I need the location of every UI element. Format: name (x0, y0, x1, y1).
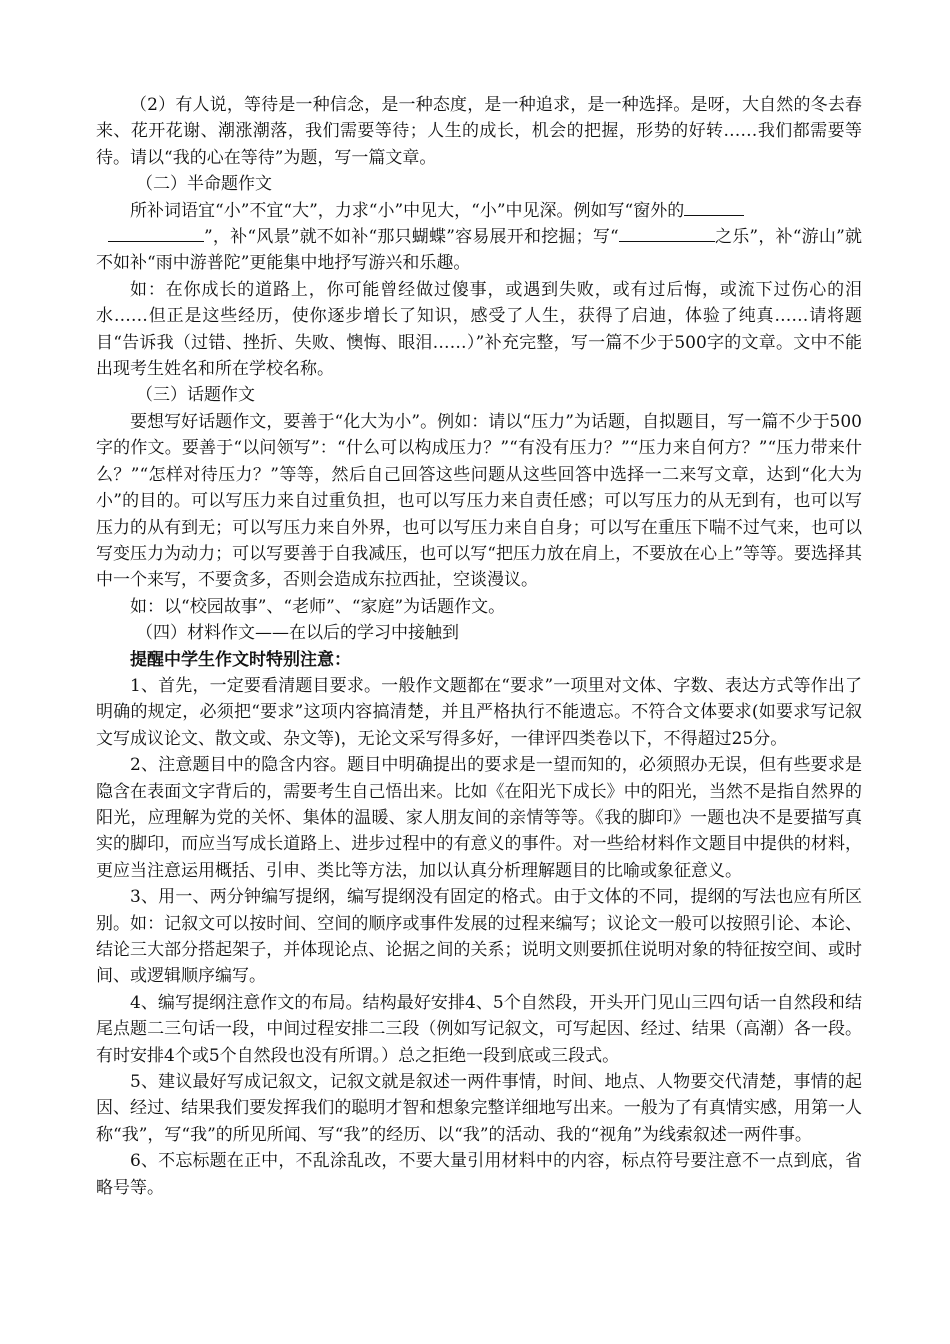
text-segment: ”，补“风景”就不如补“那只蝴蝶”容易展开和挖掘；写“ (204, 227, 619, 248)
paragraph-half-title-explanation (96, 198, 862, 277)
paragraph-topic-2: （2）有人说，等待是一种信念，是一种态度，是一种追求，是一种选择。是呀，大自然的冬去春来、花开花谢、潮涨潮落，我们需要等待；人生的成长，机会的把握，形势的好转……我们都需要等待。请以“我的心在等待”为题，写一篇文章。 (96, 95, 862, 168)
reminder-title: 提醒中学生作文时特别注意： (130, 649, 351, 670)
text-segment: 之乐”，补“游山”就不如补“雨中游普陀”更能集中地抒写游兴和乐趣。 (96, 227, 862, 274)
tip-4: 4、编写提纲注意作文的布局。结构最好安排4、5个自然段，开头开门见山三四句话一自然段和结尾点题二三句话一段，中间过程安排二三段（例如写记叙文，可写起因、经过、结果（高潮）各一段。有时安排4个或5个自然段也没有所谓。）总之拒绝一段到底或三段式。 (96, 992, 862, 1066)
paragraph-topic-examples: 如：以“校园故事”、“老师”、“家庭”为话题作文。 (130, 596, 506, 617)
tip-3: 3、用一、两分钟编写提纲，编写提纲没有固定的格式。由于文体的不同，提纲的写法也应有所区别。如：记叙文可以按时间、空间的顺序或事件发展的过程来编写；议论文一般可以按照引论、本论、结论三大部分搭起架子，并体现论点、论据之间的关系；说明文则要抓住说明对象的特征按空间、或时间、或逻辑顺序编写。 (96, 887, 862, 987)
fill-blank-line (108, 240, 204, 242)
heading-half-title-essay: （二）半命题作文 (136, 174, 272, 195)
paragraph-example-tell-me: 如：在你成长的道路上，你可能曾经做过傻事，或遇到失败，或有过后悔，或流下过伤心的泪水……但正是这些经历，使你逐步增长了知识，感受了人生，获得了启迪，体验了纯真……请将题目“告诉我（过错、挫折、失败、懊悔、眼泪……）”补充完整，写一篇不少于500字的文章。文中不能出现考生姓名和所在学校名称。 (96, 279, 862, 380)
heading-material-essay: （四）材料作文——在以后的学习中接触到 (136, 623, 459, 644)
text-segment: 所补词语宜“小”不宜“大”，力求“小”中见大，“小”中见深。例如写“窗外的 (130, 200, 685, 221)
fill-blank-line (684, 214, 744, 216)
paragraph-pressure-topic: 要想写好话题作文，要善于“化大为小”。例如：请以“压力”为话题，自拟题目，写一篇不少于500字的作文。要善于“以问领写”：“什么可以构成压力？”“有没有压力？”“压力来自何方？”“压力带来什么？”“怎样对待压力？”等等，然后自己回答这些问题从这些回答中选择一二来写文章，达到“化大为小”的目的。可以写压力来自过重负担，也可以写压力来自责任感；可以写压力的从无到有，也可以写压力的从有到无；可以写压力来自外界，也可以写压力来自自身；可以写在重压下喘不过气来，也可以写变压力为动力；可以写要善于自我减压，也可以写“把压力放在肩上，不要放在心上”等等。要选择其中一个来写，不要贪多，否则会造成东拉西扯，空谈漫议。 (96, 411, 862, 591)
heading-topic-essay: （三）话题作文 (136, 385, 255, 406)
tip-5: 5、建议最好写成记叙文，记叙文就是叙述一两件事情，时间、地点、人物要交代清楚，事情的起因、经过、结果我们要发挥我们的聪明才智和想象完整详细地写出来。一般为了有真情实感，用第一人称“我”，写“我”的所见所闻、写“我”的经历、以“我”的活动、我的“视角”为线索叙述一两件事。 (96, 1072, 862, 1145)
tip-1: 1、首先，一定要看清题目要求。一般作文题都在“要求”一项里对文体、字数、表达方式等作出了明确的规定，必须把“要求”这项内容搞清楚，并且严格执行不能遗忘。不符合文体要求(如要求写记叙文写成议论文、散文或、杂文等)，无论文采写得多好，一律评四类卷以下，不得超过25分。 (96, 675, 862, 749)
document-page (96, 92, 862, 1201)
tip-6: 6、不忘标题在正中，不乱涂乱改，不要大量引用材料中的内容，标点符号要注意不一点到底，省略号等。 (96, 1151, 862, 1198)
fill-blank-line (619, 240, 715, 242)
tip-2: 2、注意题目中的隐含内容。题目中明确提出的要求是一望而知的，必须照办无误，但有些要求是隐含在表面文字背后的，需要考生自己悟出来。比如《在阳光下成长》中的阳光，当然不是指自然界的阳光，应理解为党的关怀、集体的温暖、家人朋友间的亲情等等。《我的脚印》一题也决不是要描写真实的脚印，而应当写成长道路上、进步过程中的有意义的事件。对一些给材料作文题目中提供的材料，更应当注意运用概括、引申、类比等方法，加以认真分析理解题目的比喻或象征意义。 (96, 755, 862, 881)
